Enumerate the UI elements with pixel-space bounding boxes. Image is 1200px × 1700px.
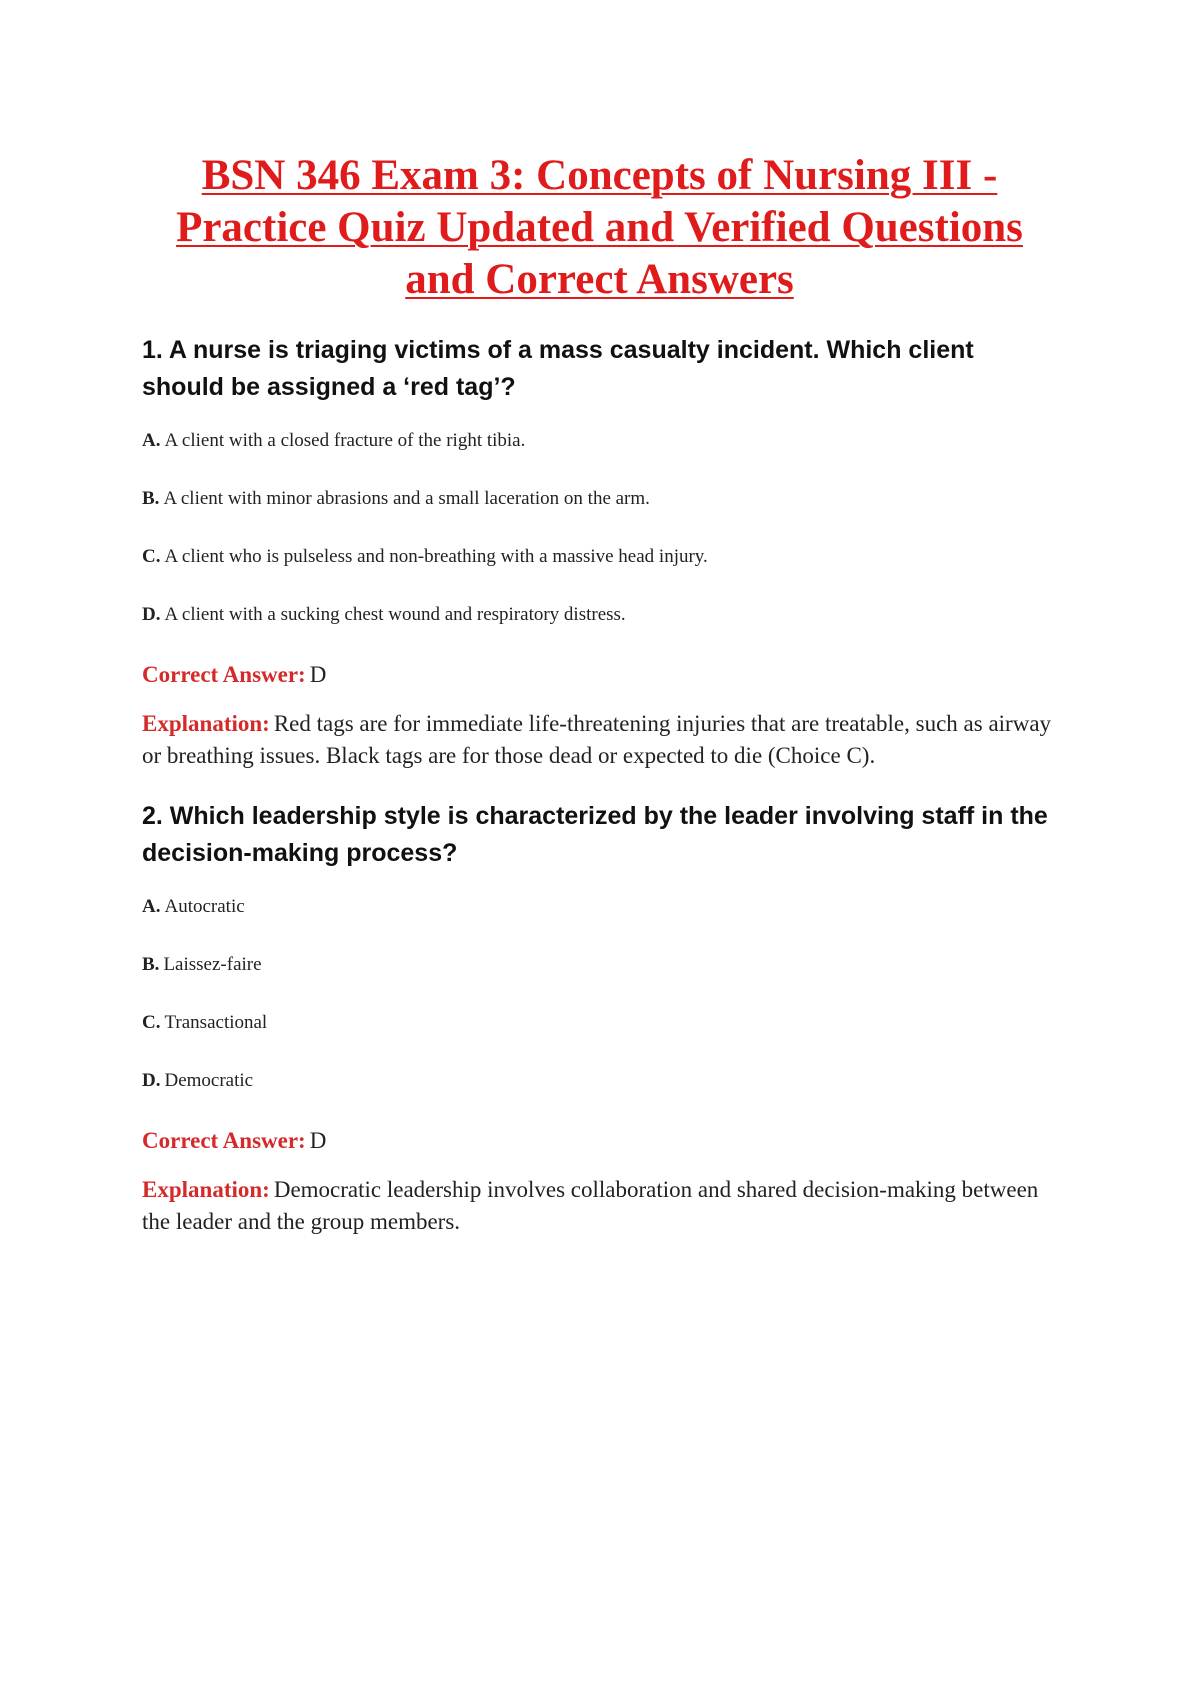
option-text: Democratic: [164, 1070, 254, 1091]
explanation-text: Red tags are for immediate life-threatening injuries that are treatable, such as airway or breathing issues. Black tags are for those dead or expected to die (Choice C).: [142, 711, 1052, 768]
document-title: BSN 346 Exam 3: Concepts of Nursing III - Practice Quiz Updated and Verified Questions and Correct Answers: [176, 152, 1023, 303]
correct-answer-value: D: [309, 662, 327, 687]
answer-option-b: [142, 952, 1057, 978]
explanation-label: Explanation:: [142, 711, 270, 736]
explanation-text: Democratic leadership involves collaboration and shared decision-making between the leader and the group members.: [142, 1177, 1039, 1234]
correct-answer-value: D: [309, 1128, 327, 1153]
answer-option-c: [142, 1010, 1057, 1036]
option-text: Transactional: [164, 1012, 268, 1033]
question-block-2: [142, 798, 1057, 1238]
option-letter: C.: [142, 1012, 161, 1033]
option-text: A client with a sucking chest wound and respiratory distress.: [164, 604, 626, 625]
option-letter: C.: [142, 546, 161, 567]
answer-option-d: [142, 602, 1057, 628]
option-text: A client who is pulseless and non-breathing with a massive head injury.: [164, 546, 708, 567]
answer-option-a: [142, 894, 1057, 920]
option-text: Autocratic: [164, 896, 245, 917]
explanation-label: Explanation:: [142, 1177, 270, 1202]
question-block-1: [142, 332, 1057, 772]
question-prompt: 2. Which leadership style is characterized by the leader involving staff in the decision-making process?: [142, 802, 1048, 867]
correct-answer-label: Correct Answer:: [142, 1128, 306, 1153]
correct-answer: [142, 1126, 1057, 1156]
option-letter: D.: [142, 1070, 161, 1091]
explanation: [142, 708, 1057, 772]
correct-answer-label: Correct Answer:: [142, 662, 306, 687]
option-text: A client with a closed fracture of the right tibia.: [164, 430, 526, 451]
option-letter: A.: [142, 430, 161, 451]
option-letter: B.: [142, 954, 160, 975]
option-text: A client with minor abrasions and a small laceration on the arm.: [163, 488, 650, 509]
correct-answer: [142, 660, 1057, 690]
answer-option-d: [142, 1068, 1057, 1094]
option-text: Laissez-faire: [163, 954, 262, 975]
document-page: [142, 150, 1057, 1264]
explanation: [142, 1174, 1057, 1238]
answer-option-b: [142, 486, 1057, 512]
option-letter: B.: [142, 488, 160, 509]
option-letter: A.: [142, 896, 161, 917]
answer-option-a: [142, 428, 1057, 454]
question-prompt: 1. A nurse is triaging victims of a mass casualty incident. Which client should be assigned a ‘red tag’?: [142, 336, 974, 401]
answer-option-c: [142, 544, 1057, 570]
option-letter: D.: [142, 604, 161, 625]
